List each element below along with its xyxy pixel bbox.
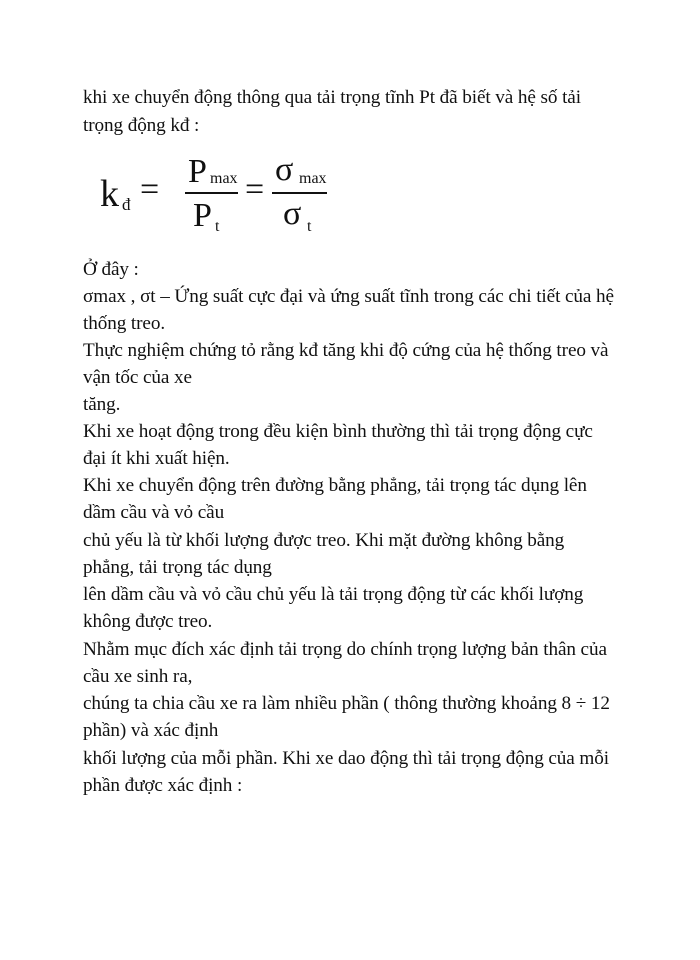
formula-sigma-t: σ	[283, 195, 302, 232]
text-line: đại ít khi xuất hiện.	[83, 448, 230, 469]
text-line: phần được xác định :	[83, 775, 243, 796]
text-line: Ở đây :	[83, 259, 139, 280]
formula-k: k	[100, 173, 119, 215]
formula-pt-sub: t	[215, 218, 220, 235]
text-line: lên dầm cầu và vỏ cầu chủ yếu là tải trọng động từ các khối lượng	[83, 584, 584, 605]
text-line: Khi xe hoạt động trong đều kiện bình thường thì tải trọng động cực	[83, 421, 593, 442]
text-line: thống treo.	[83, 313, 166, 334]
text-line: chúng ta chia cầu xe ra làm nhiều phần ( thông thường khoảng 8 ÷ 12	[83, 693, 610, 714]
text-line: tăng.	[83, 394, 121, 415]
text-line: dầm cầu và vỏ cầu	[83, 502, 225, 523]
formula-k-subscript: đ	[122, 195, 131, 214]
text-line: không được treo.	[83, 611, 213, 632]
text-line: σmax , σt – Ứng suất cực đại và ứng suất tĩnh trong các chi tiết của hệ	[83, 286, 614, 307]
formula-pt-P: P	[193, 197, 212, 234]
formula-pmax-sub: max	[210, 170, 238, 187]
formula-equals: =	[140, 171, 160, 208]
fraction-bar	[272, 192, 327, 194]
dynamic-load-coefficient-formula	[100, 151, 327, 240]
text-line: phẳng, tải trọng tác dụng	[83, 557, 272, 578]
formula-equals: =	[245, 171, 265, 208]
text-line: Khi xe chuyển động trên đường bằng phẳng, tải trọng tác dụng lên	[83, 475, 587, 496]
formula-pmax-P: P	[188, 153, 207, 190]
text-line: khi xe chuyển động thông qua tải trọng tĩnh Pt đã biết và hệ số tải	[83, 87, 581, 108]
text-line: vận tốc của xe	[83, 367, 192, 388]
text-line: Thực nghiệm chứng tỏ rằng kđ tăng khi độ cứng của hệ thống treo và	[83, 340, 609, 361]
text-line: Nhằm mục đích xác định tải trọng do chính trọng lượng bản thân của	[83, 639, 607, 660]
text-line: khối lượng của mỗi phần. Khi xe dao động thì tải trọng động của mỗi	[83, 748, 609, 769]
fraction-bar	[185, 192, 238, 194]
formula-sigma-max-sub: max	[299, 170, 327, 187]
formula-sigma-t-sub: t	[307, 218, 312, 235]
text-line: phần) và xác định	[83, 720, 219, 741]
text-line: chủ yếu là từ khối lượng được treo. Khi mặt đường không bằng	[83, 530, 565, 551]
formula-sigma-max: σ	[275, 151, 294, 188]
text-line: cầu xe sinh ra,	[83, 666, 193, 687]
text-line: trọng động kđ :	[83, 115, 200, 136]
